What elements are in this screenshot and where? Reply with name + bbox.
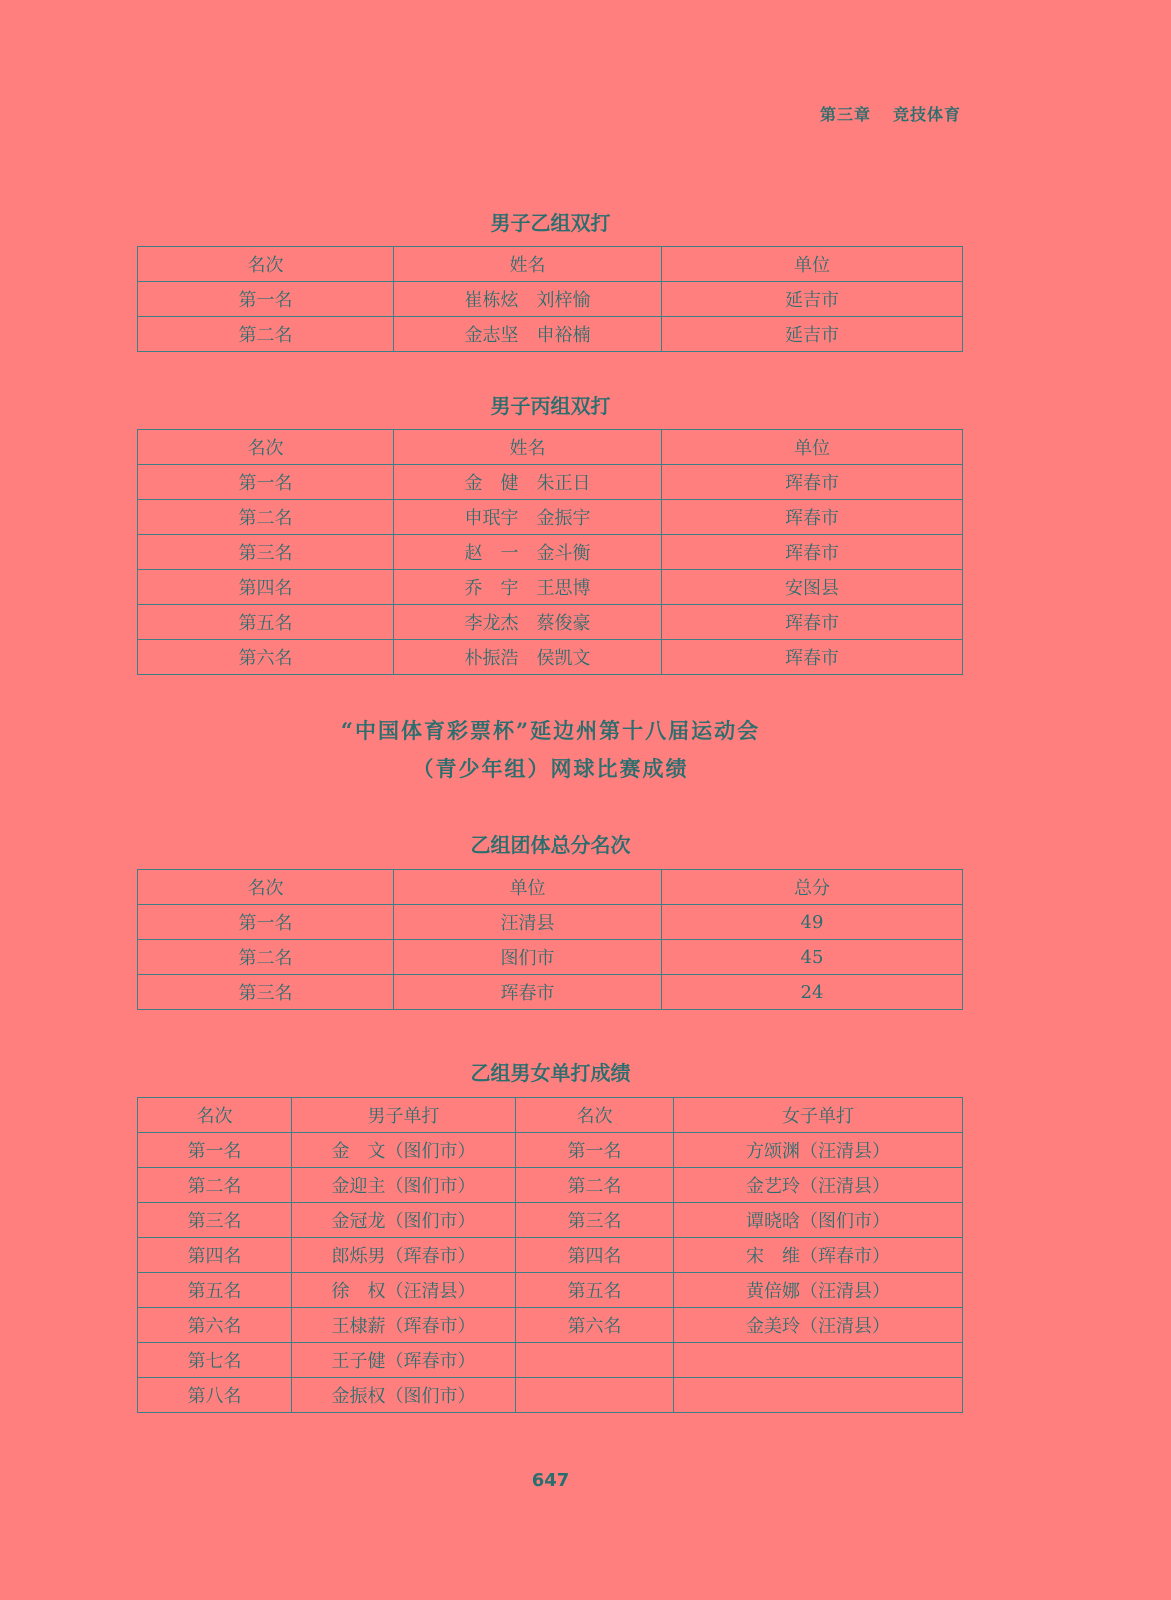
women-singles-cell: 宋 维（珲春市）: [674, 1238, 963, 1273]
header-cell: 单位: [394, 870, 662, 905]
unit-cell: 珲春市: [662, 605, 963, 640]
men-singles-cell: 金 文（图们市）: [292, 1133, 516, 1168]
header-cell: 名次: [138, 870, 394, 905]
women-singles-cell: 金艺玲（汪清县）: [674, 1168, 963, 1203]
men-singles-cell: 王子健（珲春市）: [292, 1343, 516, 1378]
table2-men-c-doubles: [137, 429, 963, 675]
women-singles-cell: [674, 1343, 963, 1378]
header-cell: 姓名: [394, 430, 662, 465]
header-cell: 名次: [138, 247, 394, 282]
rank-cell: [516, 1343, 674, 1378]
rank-cell: 第四名: [138, 1238, 292, 1273]
rank-cell: 第三名: [138, 535, 394, 570]
table-row: [138, 465, 963, 500]
name-cell: 崔栋炫 刘梓愉: [394, 282, 662, 317]
unit-cell: 珲春市: [662, 500, 963, 535]
table4-singles: [137, 1097, 963, 1413]
table-row: [138, 1273, 963, 1308]
unit-cell: 安图县: [662, 570, 963, 605]
page-number: 647: [531, 1470, 570, 1491]
table3-title: 乙组团体总分名次: [470, 833, 631, 857]
header-cell: 姓名: [394, 247, 662, 282]
rank-cell: 第一名: [138, 282, 394, 317]
header-cell: 单位: [662, 247, 963, 282]
table-header-row: [138, 870, 963, 905]
men-singles-cell: 金冠龙（图们市）: [292, 1203, 516, 1238]
women-singles-cell: 黄倍娜（汪清县）: [674, 1273, 963, 1308]
unit-cell: 汪清县: [394, 905, 662, 940]
table-row: [138, 975, 963, 1010]
rank-cell: 第五名: [516, 1273, 674, 1308]
table-row: [138, 1168, 963, 1203]
men-singles-cell: 郎烁男（珲春市）: [292, 1238, 516, 1273]
table-row: [138, 640, 963, 675]
name-cell: 朴振浩 侯凯文: [394, 640, 662, 675]
men-singles-cell: 金迎主（图们市）: [292, 1168, 516, 1203]
women-singles-cell: 金美玲（汪清县）: [674, 1308, 963, 1343]
header-cell: 单位: [662, 430, 963, 465]
rank-cell: 第四名: [138, 570, 394, 605]
table-header-row: [138, 1098, 963, 1133]
main-title-line2: （青少年组）网球比赛成绩: [412, 756, 689, 781]
name-cell: 赵 一 金斗衡: [394, 535, 662, 570]
table3-team-total: [137, 869, 963, 1010]
unit-cell: 延吉市: [662, 317, 963, 352]
table-row: [138, 570, 963, 605]
name-cell: 金 健 朱正日: [394, 465, 662, 500]
table-row: [138, 500, 963, 535]
main-title: [0, 712, 1101, 788]
score-cell: 45: [662, 940, 963, 975]
men-singles-cell: 王棣薪（珲春市）: [292, 1308, 516, 1343]
running-header: [820, 102, 961, 125]
table-row: [138, 1308, 963, 1343]
rank-cell: 第二名: [138, 1168, 292, 1203]
table2-title: 男子丙组双打: [490, 394, 611, 418]
table-row: [138, 535, 963, 570]
rank-cell: [516, 1378, 674, 1413]
rank-cell: 第三名: [138, 1203, 292, 1238]
men-singles-cell: 徐 权（汪清县）: [292, 1273, 516, 1308]
table-row: [138, 317, 963, 352]
rank-cell: 第二名: [138, 500, 394, 535]
header-cell: 总分: [662, 870, 963, 905]
table-row: [138, 605, 963, 640]
rank-cell: 第七名: [138, 1343, 292, 1378]
unit-cell: 珲春市: [662, 465, 963, 500]
header-cell: 名次: [516, 1098, 674, 1133]
table-row: [138, 282, 963, 317]
table-row: [138, 1378, 963, 1413]
unit-cell: 珲春市: [394, 975, 662, 1010]
women-singles-cell: 方颂渊（汪清县）: [674, 1133, 963, 1168]
rank-cell: 第五名: [138, 605, 394, 640]
women-singles-cell: [674, 1378, 963, 1413]
rank-cell: 第一名: [138, 905, 394, 940]
table1-men-b-doubles: [137, 246, 963, 352]
unit-cell: 珲春市: [662, 535, 963, 570]
score-cell: 24: [662, 975, 963, 1010]
men-singles-cell: 金振权（图们市）: [292, 1378, 516, 1413]
rank-cell: 第八名: [138, 1378, 292, 1413]
main-title-line1: “中国体育彩票杯”延边州第十八届运动会: [340, 718, 761, 743]
table-header-row: [138, 430, 963, 465]
unit-cell: 图们市: [394, 940, 662, 975]
header-cell: 名次: [138, 430, 394, 465]
header-cell: 女子单打: [674, 1098, 963, 1133]
rank-cell: 第三名: [516, 1203, 674, 1238]
chapter-label: 第三章: [819, 105, 871, 124]
unit-cell: 珲春市: [662, 640, 963, 675]
score-cell: 49: [662, 905, 963, 940]
table-row: [138, 1133, 963, 1168]
rank-cell: 第三名: [138, 975, 394, 1010]
name-cell: 申珉宇 金振宇: [394, 500, 662, 535]
header-cell: 名次: [138, 1098, 292, 1133]
table4-title: 乙组男女单打成绩: [470, 1061, 631, 1085]
rank-cell: 第五名: [138, 1273, 292, 1308]
rank-cell: 第六名: [516, 1308, 674, 1343]
table-header-row: [138, 247, 963, 282]
rank-cell: 第六名: [138, 640, 394, 675]
chapter-title: 竞技体育: [892, 105, 961, 124]
table-row: [138, 940, 963, 975]
name-cell: 金志坚 申裕楠: [394, 317, 662, 352]
unit-cell: 延吉市: [662, 282, 963, 317]
table-row: [138, 905, 963, 940]
rank-cell: 第二名: [138, 317, 394, 352]
name-cell: 乔 宇 王思博: [394, 570, 662, 605]
table-row: [138, 1343, 963, 1378]
rank-cell: 第二名: [138, 940, 394, 975]
rank-cell: 第二名: [516, 1168, 674, 1203]
rank-cell: 第四名: [516, 1238, 674, 1273]
rank-cell: 第六名: [138, 1308, 292, 1343]
rank-cell: 第一名: [138, 465, 394, 500]
table1-title: 男子乙组双打: [490, 211, 611, 235]
name-cell: 李龙杰 蔡俊豪: [394, 605, 662, 640]
table-row: [138, 1238, 963, 1273]
rank-cell: 第一名: [516, 1133, 674, 1168]
women-singles-cell: 谭晓晗（图们市）: [674, 1203, 963, 1238]
header-cell: 男子单打: [292, 1098, 516, 1133]
rank-cell: 第一名: [138, 1133, 292, 1168]
table-row: [138, 1203, 963, 1238]
